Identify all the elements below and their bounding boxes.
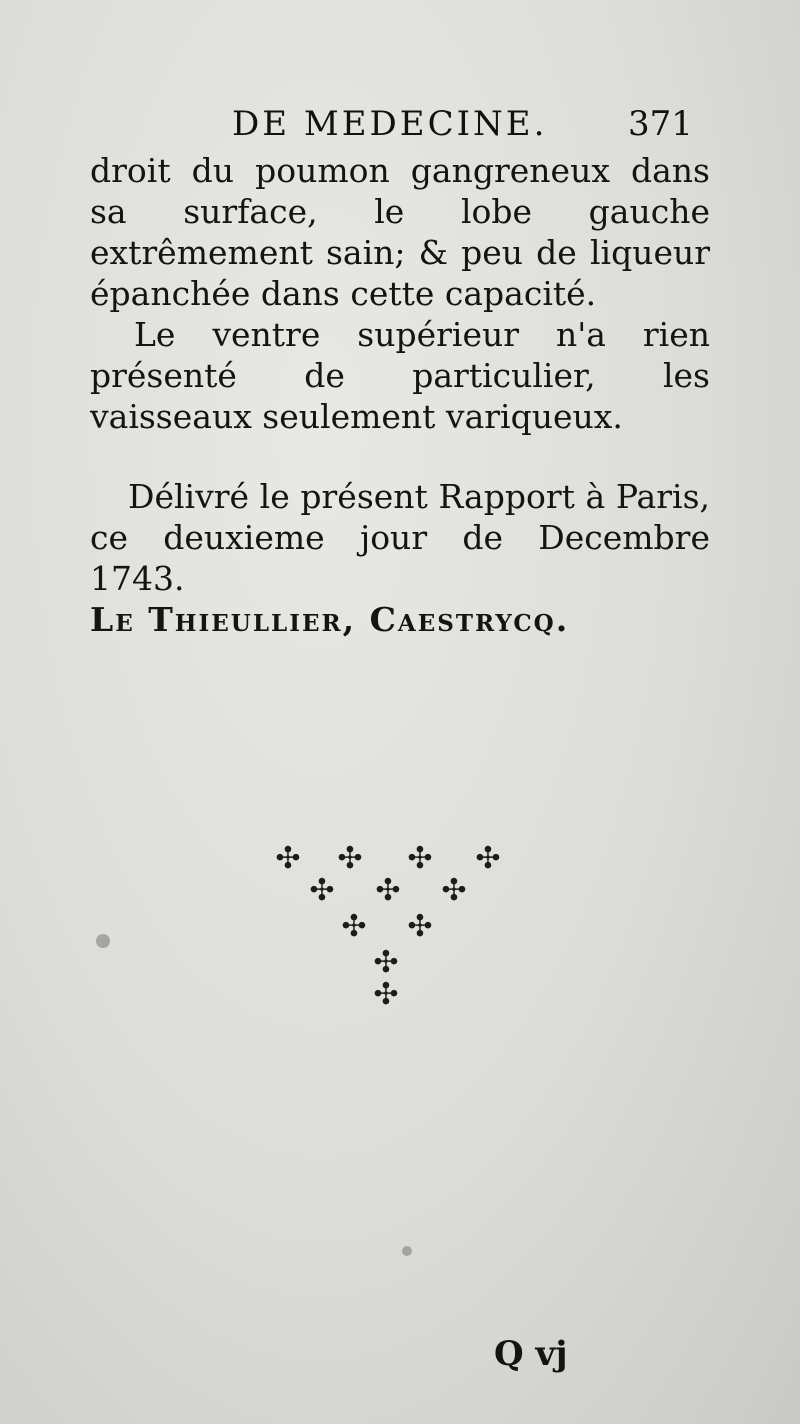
fleuron-glyph: ✣: [373, 945, 399, 980]
fleuron-glyph: ✣: [275, 841, 301, 876]
paragraph-continued: droit du poumon gangreneux dans sa surface, le lobe gauche extrêmement sain; & peu de liqueur épanchée dans cette capacité.: [90, 151, 710, 313]
body-text: [90, 150, 710, 437]
closing-block: [90, 476, 710, 640]
fleuron-glyph: ✣: [309, 873, 335, 908]
fleuron-glyph: ✣: [441, 873, 467, 908]
fleuron-glyph: ✣: [373, 977, 399, 1012]
signatories: Le Thieullier, Caestrycq.: [90, 600, 570, 639]
ink-spot: [402, 1246, 412, 1256]
fleuron-glyph: ✣: [407, 841, 433, 876]
signature-mark: Q vj: [494, 1334, 568, 1374]
ink-spot: [96, 934, 110, 948]
fleuron-ornament-icon: [270, 838, 520, 1028]
fleuron-glyph: ✣: [341, 909, 367, 944]
paragraph: Le ventre supérieur n'a rien présenté de particulier, les vaisseaux seulement variqueux.: [90, 315, 710, 436]
fleuron-glyph: ✣: [407, 909, 433, 944]
fleuron-glyph: ✣: [337, 841, 363, 876]
fleuron-glyph: ✣: [375, 873, 401, 908]
page-number: 371: [628, 104, 693, 144]
running-head: DE MEDECINE.: [232, 104, 548, 144]
closing-date-line: Délivré le présent Rapport à Paris, ce deuxieme jour de Decembre 1743.: [90, 477, 710, 598]
fleuron-glyph: ✣: [475, 841, 501, 876]
